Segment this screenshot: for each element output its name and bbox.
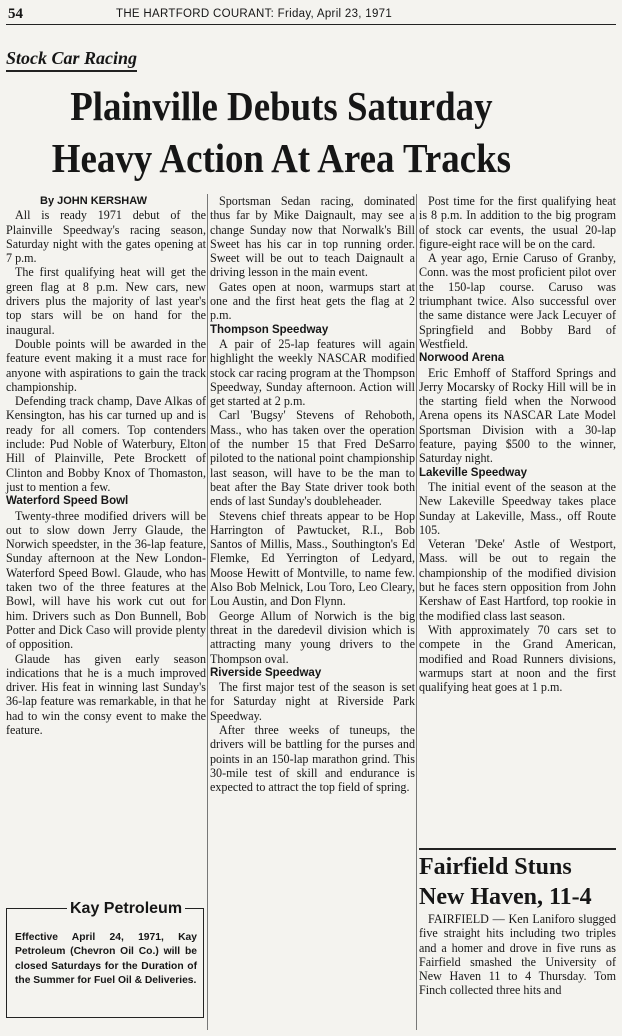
paragraph: The initial event of the season at the New Lakeville Speedway takes place Sunday at Lakeville, Mass., off Route 105.: [419, 479, 616, 537]
headline-line-1: Plainville Debuts Saturday: [70, 83, 493, 129]
subhead-thompson: Thompson Speedway: [210, 323, 329, 336]
sidebar-article: [419, 912, 616, 998]
subhead-riverside: Riverside Speedway: [210, 666, 322, 679]
ad-title: Kay Petroleum: [67, 900, 185, 918]
byline: By JOHN KERSHAW: [40, 195, 147, 207]
paragraph: Twenty-three modified drivers will be out to slow down Jerry Glaude, the Norwich speedster, in the 36-lap feature, Sunday afternoon at the New London-Waterford Speed Bowl. Glaude, who has taken two of the three features at the Bowl, will have his work cut out for him. Drivers such as Don Bunnell, Bob Potter and Dick Caso will provide plenty of opposition.: [6, 508, 206, 652]
page-number: 54: [8, 6, 23, 22]
masthead: [6, 6, 616, 25]
paragraph: Sportsman Sedan racing, dominated thus far by Mike Daignault, may see a change Sunday now that Norwalk's Bill Sweet has his car in top running order. Sweet will be out to teach Daignault a driving lesson in the main event.: [210, 194, 415, 280]
paragraph: All is ready 1971 debut of the Plainville Speedway's racing season, Saturday night with the gates opening at 7 p.m.: [6, 208, 206, 266]
section-kicker: Stock Car Racing: [6, 48, 137, 72]
subhead-waterford: Waterford Speed Bowl: [6, 495, 129, 508]
paragraph: The first qualifying heat will get the green flag at 8 p.m. New cars, new drivers plus the majority of last year's top stars will be on hand for the inaugural.: [6, 265, 206, 337]
paragraph: With approximately 70 cars set to compete in the Grand American, modified and Road Runners divisions, warmups start at noon and the first qualifying heat goes at 1 p.m.: [419, 622, 616, 695]
paragraph: Eric Emhoff of Stafford Springs and Jerry Mocarsky of Rocky Hill will be in the starting field when the Norwood Arena opens its NASCAR Late Model Sportsman Division with a 30-lap feature, paying $500 to the winner, Saturday night.: [419, 365, 616, 466]
paragraph: Veteran 'Deke' Astle of Westport, Mass. will be out to regain the championship of the modified division but he faces stern opposition from John Kershaw of East Hartford, top rookie in the modified class last season.: [419, 537, 616, 623]
kay-petroleum-ad: [6, 900, 204, 1018]
main-headline: [6, 80, 557, 184]
ad-body: Effective April 24, 1971, Kay Petroleum (Chevron Oil Co.) will be closed Saturdays for the Duration of the Summer for Fuel Oil & Deliveries.: [15, 932, 197, 987]
paragraph: Gates open at noon, warmups start at one and the first heat gets the flag at 2 p.m.: [210, 279, 415, 323]
article-column-3: [419, 194, 616, 694]
sidebar-paragraph: FAIRFIELD — Ken Laniforo slugged five straight hits including two triples and a homer and drove in five runs as Fairfield smashed the University of New Haven 11 to 4 Thursday. Tom Finch collected three hits and: [419, 912, 616, 998]
article-column-2: [210, 194, 415, 794]
paragraph: A pair of 25-lap features will again highlight the weekly NASCAR modified stock car racing program at the Thompson Speedway, Sunday afternoon. Action will get started at 2 p.m.: [210, 336, 415, 409]
subhead-lakeville: Lakeville Speedway: [419, 466, 528, 479]
headline-line-2: Heavy Action At Area Tracks: [51, 135, 511, 181]
article-column-1: [6, 194, 206, 737]
subhead-norwood: Norwood Arena: [419, 352, 505, 365]
column-rule: [207, 194, 208, 1030]
paragraph: Defending track champ, Dave Alkas of Kensington, has his car turned up and is ready for all comers. Top contenders include: Pud Noble of Waterbury, Elton Hill of Plainville, Pete Brockett of Clinton and Bobby Knox of Thomaston, just to mention a few.: [6, 394, 206, 494]
paper-dateline: THE HARTFORD COURANT: Friday, April 23, 1971: [116, 8, 393, 20]
paragraph: Double points will be awarded in the feature event making it a must race for anyone with aspirations to gain the track championship.: [6, 336, 206, 394]
paragraph: Post time for the first qualifying heat is 8 p.m. In addition to the big program of stock car events, the usual 20-lap figure-eight race will be on the card.: [419, 194, 616, 251]
paragraph: A year ago, Ernie Caruso of Granby, Conn. was the most proficient pilot over the 150-lap course. Caruso was triumphant twice. Also successful over the same distance were Jack Lecuyer of Springfield and Bobby Bard of Westfield.: [419, 251, 616, 351]
sidebar-headline: Fairfield Stuns New Haven, 11-4: [419, 848, 616, 912]
column-rule: [416, 194, 417, 1030]
paragraph: Glaude has given early season indications that he is a much improved driver. His feat in winning last Sunday's 36-lap feature was remarkable, in that he had to win the consy event to make the feature.: [6, 651, 206, 737]
paragraph: After three weeks of tuneups, the drivers will be battling for the purses and points in an 150-lap marathon grind. This 30-mile test of skill and endurance is expected to attract the top field of spring.: [210, 722, 415, 795]
paragraph: George Allum of Norwich is the big threat in the daredevil division which is attracting many young drivers to the Thompson oval.: [210, 608, 415, 666]
paragraph: Stevens chief threats appear to be Hop Harrington of Pawtucket, R.I., Bob Santos of Millis, Mass., Southington's Ed Flemke, Ed Yerrington of Ledyard, Moose Hewitt of Montville, to name few. Also Bob Melnick, Lou Toro, Leo Cleary, Lou Austin, and Don Flynn.: [210, 508, 415, 609]
paragraph: The first major test of the season is set for Saturday night at Riverside Park Speedway.: [210, 680, 415, 723]
paragraph: Carl 'Bugsy' Stevens of Rehoboth, Mass., who has taken over the operation of the number 15 that Fred DeSarro piloted to the national point championship last season, will have to be the man to beat after the Bay State driver took both ends of last Sunday's doubleheader.: [210, 408, 415, 509]
